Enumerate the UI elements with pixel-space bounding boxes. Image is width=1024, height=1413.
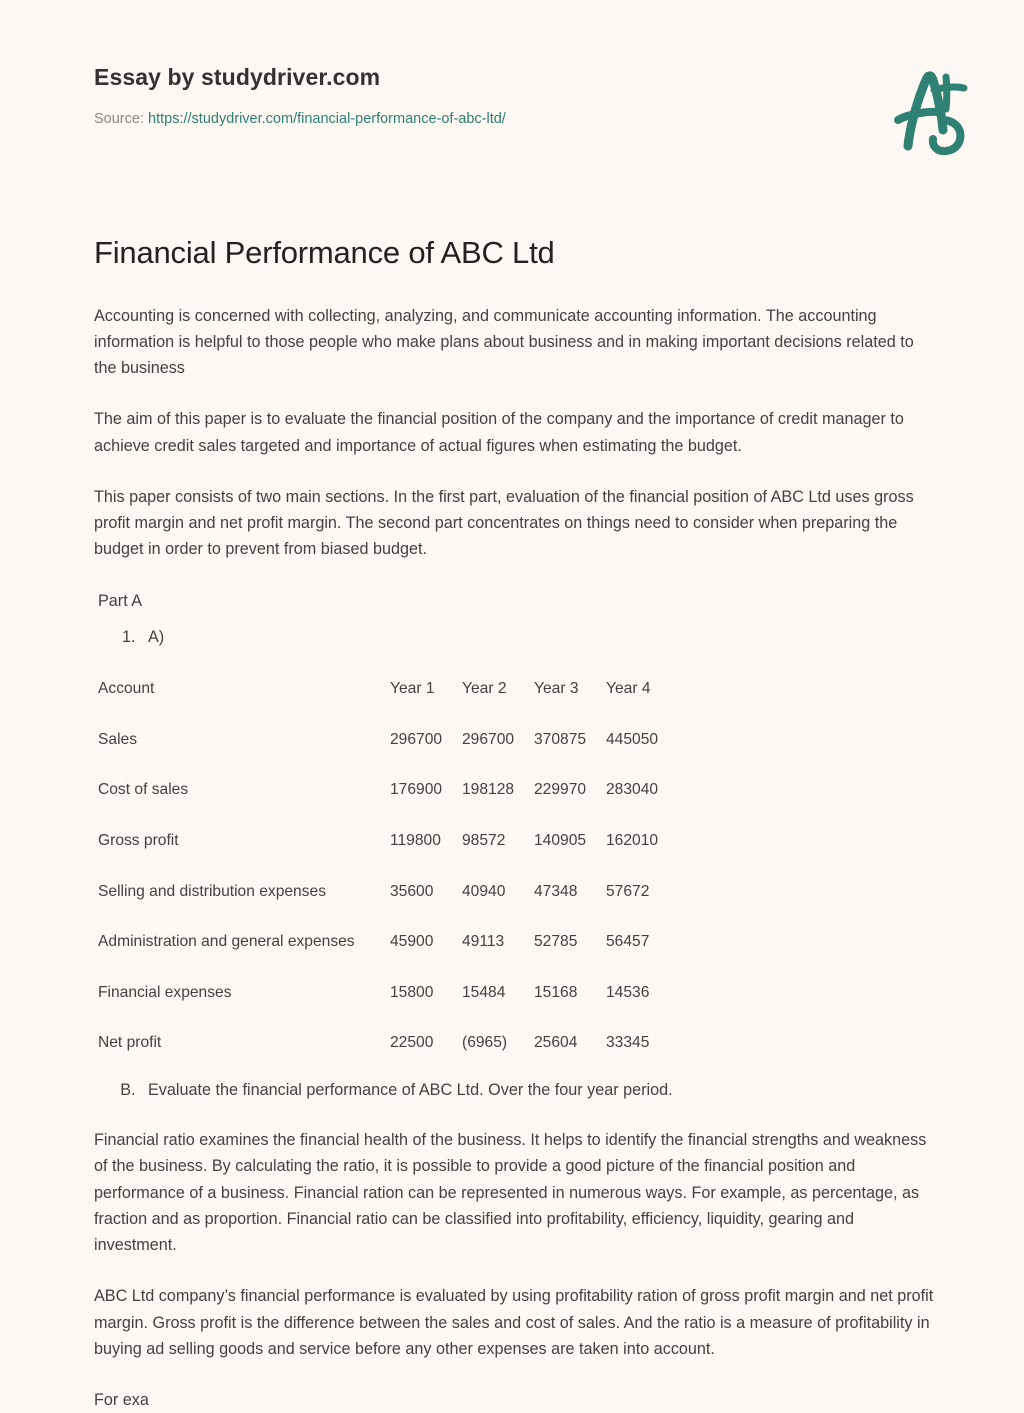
paragraph-ratio-2: ABC Ltd company’s financial performance is evaluated by using profitability ration of gross profit margin and net profit margin. Gross profit is the difference between the sales and cost of sales. And the ratio is a measure of profitability in buying ad selling goods and service before any other expenses are taken into account.: [94, 1287, 934, 1358]
row-label: Cost of sales: [98, 781, 189, 799]
list-item-b: B. Evaluate the financial performance of ABC Ltd. Over the four year period.: [140, 1077, 936, 1103]
cell-year-4: 14536: [606, 983, 650, 1001]
a-plus-logo-icon: [874, 64, 978, 160]
outline-list-1: [94, 624, 936, 650]
cell-year-1: 15800: [390, 983, 434, 1001]
cell-year-1: 35600: [390, 882, 434, 900]
paragraph-intro-2: The aim of this paper is to evaluate the financial position of the company and the importance of credit manager to achieve credit sales targeted and importance of actual figures when estimating the budget.: [94, 410, 904, 455]
cell-year-3: 47348: [534, 882, 578, 900]
article-body: [0, 303, 1024, 1413]
column-header-year-4: Year 4: [606, 680, 651, 698]
cell-year-2: 15484: [462, 983, 506, 1001]
row-label: Net profit: [98, 1034, 162, 1052]
cell-year-3: 15168: [534, 983, 578, 1001]
section-label-part-a: Part A: [98, 591, 143, 610]
cell-year-4: 162010: [606, 831, 659, 849]
page-title: Financial Performance of ABC Ltd: [94, 235, 555, 270]
cell-year-1: 45900: [390, 933, 434, 951]
table-row: [98, 715, 678, 766]
cell-year-3: 140905: [534, 831, 587, 849]
cell-year-3: 25604: [534, 1034, 578, 1052]
table-row: [98, 816, 678, 867]
cell-year-2: 98572: [462, 831, 506, 849]
row-label: Financial expenses: [98, 983, 232, 1001]
row-label: Sales: [98, 730, 138, 748]
cell-year-1: 119800: [390, 831, 441, 849]
cell-year-4: 56457: [606, 933, 650, 951]
column-header-year-3: Year 3: [534, 680, 579, 698]
row-label: Administration and general expenses: [98, 933, 355, 951]
table-row: [98, 968, 678, 1019]
table-row: [98, 1018, 678, 1069]
cell-year-3: 52785: [534, 933, 578, 951]
financial-table: [98, 668, 678, 1069]
cell-year-2: 49113: [462, 933, 505, 951]
cell-year-4: 283040: [606, 781, 659, 799]
cell-year-4: 33345: [606, 1034, 650, 1052]
page-header: [0, 0, 1024, 140]
cell-year-2: 40940: [462, 882, 506, 900]
paragraph-intro-3: This paper consists of two main sections. In the first part, evaluation of the financial position of ABC Ltd uses gross profit margin and net profit margin. The second part concentrates on things need to consider when preparing the budget in order to prevent from biased budget.: [94, 487, 914, 559]
cell-year-1: 176900: [390, 781, 443, 799]
column-header-account: Account: [98, 680, 155, 698]
source-url-link[interactable]: https://studydriver.com/financial-performance-of-abc-ltd/: [148, 110, 506, 127]
list-item-a: 1. A): [140, 624, 936, 650]
source-label: Source:: [94, 110, 144, 127]
cell-year-3: 229970: [534, 781, 587, 799]
paragraph-intro-1: Accounting is concerned with collecting, analyzing, and communicate accounting information. The accounting information is helpful to those people who make plans about business and in making important decisions related to the business: [94, 306, 914, 378]
column-header-year-1: Year 1: [390, 680, 435, 698]
outline-list-2: [94, 1077, 936, 1103]
cell-year-4: 445050: [606, 730, 659, 748]
column-header-year-2: Year 2: [462, 680, 507, 698]
table-row: [98, 917, 678, 968]
cell-year-2: 296700: [462, 730, 515, 748]
cell-year-3: 370875: [534, 730, 587, 748]
cell-year-2: (6965): [462, 1034, 508, 1052]
row-label: Gross profit: [98, 831, 179, 849]
cell-year-1: 296700: [390, 730, 443, 748]
paragraph-truncated: For exa: [94, 1391, 149, 1410]
paragraph-ratio-1: Financial ratio examines the financial health of the business. It helps to identify the financial strengths and weakness of the business. By calculating the ratio, it is possible to provide a good picture of the financial position and performance of a business. Financial ration can be represented in numerous ways. For example, as percentage, as fraction and as proportion. Financial ratio can be classified into profitability, efficiency, liquidity, gearing and investment.: [94, 1131, 927, 1255]
row-label: Selling and distribution expenses: [98, 882, 326, 900]
cell-year-2: 198128: [462, 781, 515, 799]
table-row: [98, 765, 678, 816]
table-row: [98, 867, 678, 918]
brand-title: Essay by studydriver.com: [94, 64, 381, 90]
source-line: [94, 110, 944, 129]
cell-year-1: 22500: [390, 1034, 434, 1052]
cell-year-4: 57672: [606, 882, 650, 900]
table-header-row: [98, 668, 678, 715]
